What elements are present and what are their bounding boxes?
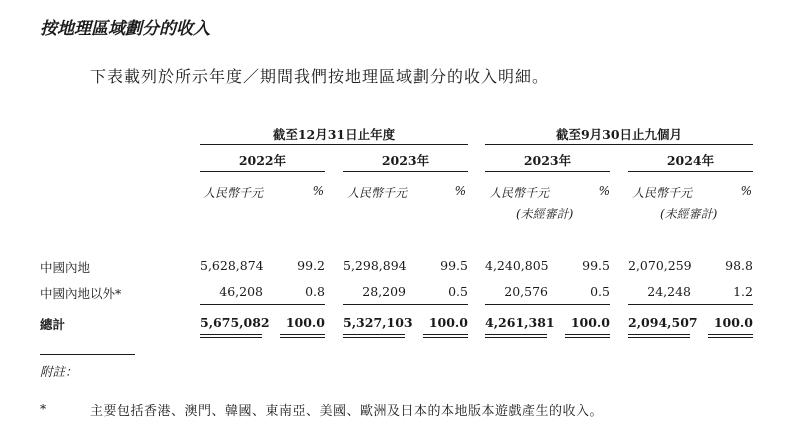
table-cell: 100.0	[285, 315, 325, 330]
table-cell: 0.8	[305, 284, 325, 299]
unaudited-label: (未經審計)	[516, 207, 574, 221]
unit-header: 人民幣千元	[632, 186, 693, 200]
table-cell: 4,261,381	[485, 315, 555, 330]
table-cell: 20,576	[504, 284, 548, 299]
total-double-rule	[423, 334, 468, 338]
year-rule-2022	[200, 171, 325, 172]
table-cell: 1.2	[733, 284, 753, 299]
year-rule-2023-nine-months	[485, 171, 610, 172]
pct-header: %	[454, 184, 466, 198]
period-header-year-end: 截至12月31日止年度	[272, 127, 396, 142]
subtotal-rule	[343, 304, 468, 305]
total-double-rule	[628, 334, 690, 338]
row-label-total: 總計	[40, 317, 66, 332]
unit-header: 人民幣千元	[347, 186, 408, 200]
table-cell: 0.5	[448, 284, 468, 299]
table-cell: 0.5	[590, 284, 610, 299]
total-double-rule	[343, 334, 405, 338]
year-header-2023-nine-months: 2023年	[523, 153, 572, 168]
subtotal-rule	[485, 304, 610, 305]
table-cell: 99.5	[582, 258, 610, 273]
table-cell: 98.8	[725, 258, 753, 273]
table-cell: 2,094,507	[628, 315, 698, 330]
total-double-rule	[280, 334, 325, 338]
period-rule-year-end	[200, 144, 468, 145]
table-cell: 100.0	[428, 315, 468, 330]
footnote-marker: *	[40, 401, 47, 416]
total-double-rule	[485, 334, 547, 338]
pct-header: %	[312, 184, 324, 198]
year-rule-2023	[343, 171, 468, 172]
table-cell: 4,240,805	[485, 258, 549, 273]
section-heading: 按地理區域劃分的收入	[40, 19, 210, 39]
table-cell: 5,628,874	[200, 258, 264, 273]
year-header-2024-nine-months: 2024年	[666, 153, 715, 168]
table-cell: 28,209	[362, 284, 406, 299]
subtotal-rule	[628, 304, 753, 305]
table-cell: 5,675,082	[200, 315, 270, 330]
total-double-rule	[565, 334, 610, 338]
unaudited-label: (未經審計)	[660, 207, 718, 221]
subtotal-rule	[200, 304, 325, 305]
period-header-nine-months: 截至9月30日止九個月	[555, 127, 683, 142]
unit-header: 人民幣千元	[489, 186, 550, 200]
table-cell: 5,298,894	[343, 258, 407, 273]
year-rule-2024-nine-months	[628, 171, 753, 172]
table-cell: 46,208	[219, 284, 263, 299]
year-header-2022: 2022年	[238, 153, 287, 168]
pct-header: %	[598, 184, 610, 198]
notes-label: 附註：	[40, 364, 78, 379]
table-cell: 2,070,259	[628, 258, 692, 273]
table-cell: 5,327,103	[343, 315, 413, 330]
table-cell: 99.2	[297, 258, 325, 273]
year-header-2023: 2023年	[381, 153, 430, 168]
pct-header: %	[740, 184, 752, 198]
table-cell: 24,248	[647, 284, 691, 299]
total-double-rule	[708, 334, 753, 338]
notes-separator	[40, 354, 135, 355]
table-cell: 100.0	[570, 315, 610, 330]
table-cell: 99.5	[440, 258, 468, 273]
unit-header: 人民幣千元	[203, 186, 264, 200]
period-rule-nine-months	[485, 144, 753, 145]
table-cell: 100.0	[713, 315, 753, 330]
row-label-outside-mainland: 中國內地以外*	[40, 286, 122, 301]
total-double-rule	[200, 334, 262, 338]
intro-paragraph: 下表載列於所示年度／期間我們按地理區域劃分的收入明細。	[90, 67, 550, 86]
footnote-text: 主要包括香港、澳門、韓國、東南亞、美國、歐洲及日本的本地版本遊戲產生的收入。	[90, 404, 604, 419]
row-label-mainland: 中國內地	[40, 260, 91, 275]
